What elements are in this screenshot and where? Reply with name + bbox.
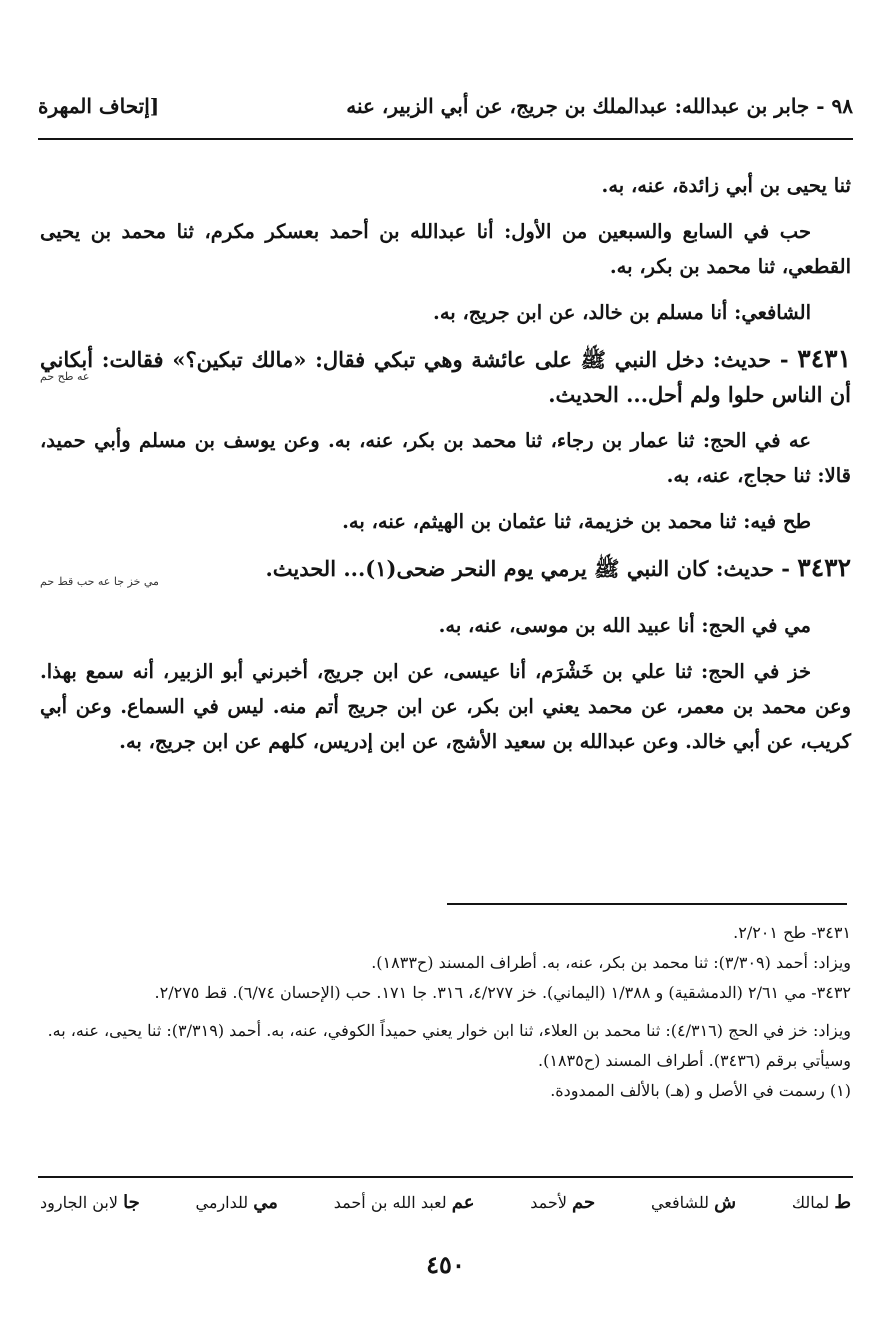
paragraph-2: حب في السابع والسبعين من الأول: أنا عبدالله بن أحمد بعسكر مكرم، ثنا محمد بن يحيى القطعي، ثنا محمد بن بكر، به. <box>40 220 851 278</box>
footnote-divider <box>447 903 847 905</box>
abbrev-item: حم لأحمد <box>530 1192 596 1213</box>
header-divider <box>38 138 853 140</box>
hadith-text: - حديث: كان النبي ﷺ يرمي يوم النحر ضحى(١)... الحديث. <box>265 556 790 581</box>
abbrev-item: ط لمالك <box>791 1192 851 1213</box>
paragraph-1: ثنا يحيى بن أبي زائدة، عنه، به. <box>601 174 851 197</box>
footnote-5: (١) رسمت في الأصل و (هـ) بالألف الممدودة. <box>550 1081 851 1100</box>
footnote-2: ويزاد: أحمد (٣/٣٠٩): ثنا محمد بن بكر، عنه، به. أطراف المسند (ح١٨٣٣). <box>371 953 851 972</box>
paragraph-3: الشافعي: أنا مسلم بن خالد، عن ابن جريج، به. <box>433 301 811 324</box>
abbrev-item: ش للشافعي <box>650 1192 737 1213</box>
abbreviation-key <box>40 1192 851 1213</box>
hadith-number: ٣٤٣٢ <box>797 553 851 582</box>
hadith-number: ٣٤٣١ <box>797 344 851 373</box>
hadith-sigla: مي خز جا عه حب قط حم <box>40 575 159 588</box>
paragraph-4: عه في الحج: ثنا عمار بن رجاء، ثنا محمد بن بكر، عنه، به. وعن يوسف بن مسلم وأبي حميد، قالا: ثنا حجاج، عنه، به. <box>40 429 851 487</box>
running-header <box>38 86 853 126</box>
footnote-3: ٣٤٣٢- مي ٢/٦١ (الدمشقية) و ١/٣٨٨ (اليماني). خز ٤/٢٧٧، ٣١٦. جا ١٧١. حب (الإحسان ٦/٧٤). قط ٢/٢٧٥. <box>154 983 851 1002</box>
hadith-sigla: عه طح حم <box>40 370 90 383</box>
footnote-4: ويزاد: خز في الحج (٤/٣١٦): ثنا محمد بن العلاء، ثنا ابن خوار يعني حميداً الكوفي، عنه، به. أحمد (٣/٣١٩): ثنا يحيى، عنه، به. وسيأتي برقم (٣٤٣٦). أطراف المسند (ح١٨٣٥). <box>47 1021 851 1070</box>
footnote-1: ٣٤٣١- طح ٢/٢٠١. <box>733 923 851 942</box>
abbrev-item: جا لابن الجارود <box>40 1192 140 1213</box>
hadith-3432 <box>40 550 851 586</box>
hadith-3431 <box>40 341 851 412</box>
header-book-title: [إتحاف المهرة <box>38 94 160 118</box>
abbrev-item: عم لعبد الله بن أحمد <box>333 1192 475 1213</box>
paragraph-7: خز في الحج: ثنا علي بن خَشْرَم، أنا عيسى، عن ابن جريج، أخبرني أبو الزبير، أنه سمع بهذا. وعن محمد بن معمر، عن محمد يعني ابن بكر، عن ابن جريج أتم منه. ليس في السماع. وعن أبي كريب، عن أبي خالد. وعن عبدالله بن سعيد الأشج، عن ابن إدريس، كلهم عن ابن جريج، به. <box>40 660 851 753</box>
page-number: ٤٥٠ <box>426 1250 465 1279</box>
paragraph-6: مي في الحج: أنا عبيد الله بن موسى، عنه، به. <box>438 614 811 637</box>
abbrev-item: مي للدارمي <box>195 1192 278 1213</box>
paragraph-5: طح فيه: ثنا محمد بن خزيمة، ثنا عثمان بن الهيثم، عنه، به. <box>342 510 811 533</box>
hadith-text: - حديث: دخل النبي ﷺ على عائشة وهي تبكي فقال: «مالك تبكين؟» فقالت: أبكاني أن الناس حلوا ولم أحل... الحديث. <box>40 347 851 407</box>
main-text <box>40 168 851 770</box>
header-title: ٩٨ - جابر بن عبدالله: عبدالملك بن جريج، عن أبي الزبير، عنه <box>346 94 853 118</box>
footnotes <box>40 918 851 1106</box>
bottom-divider <box>38 1176 853 1178</box>
